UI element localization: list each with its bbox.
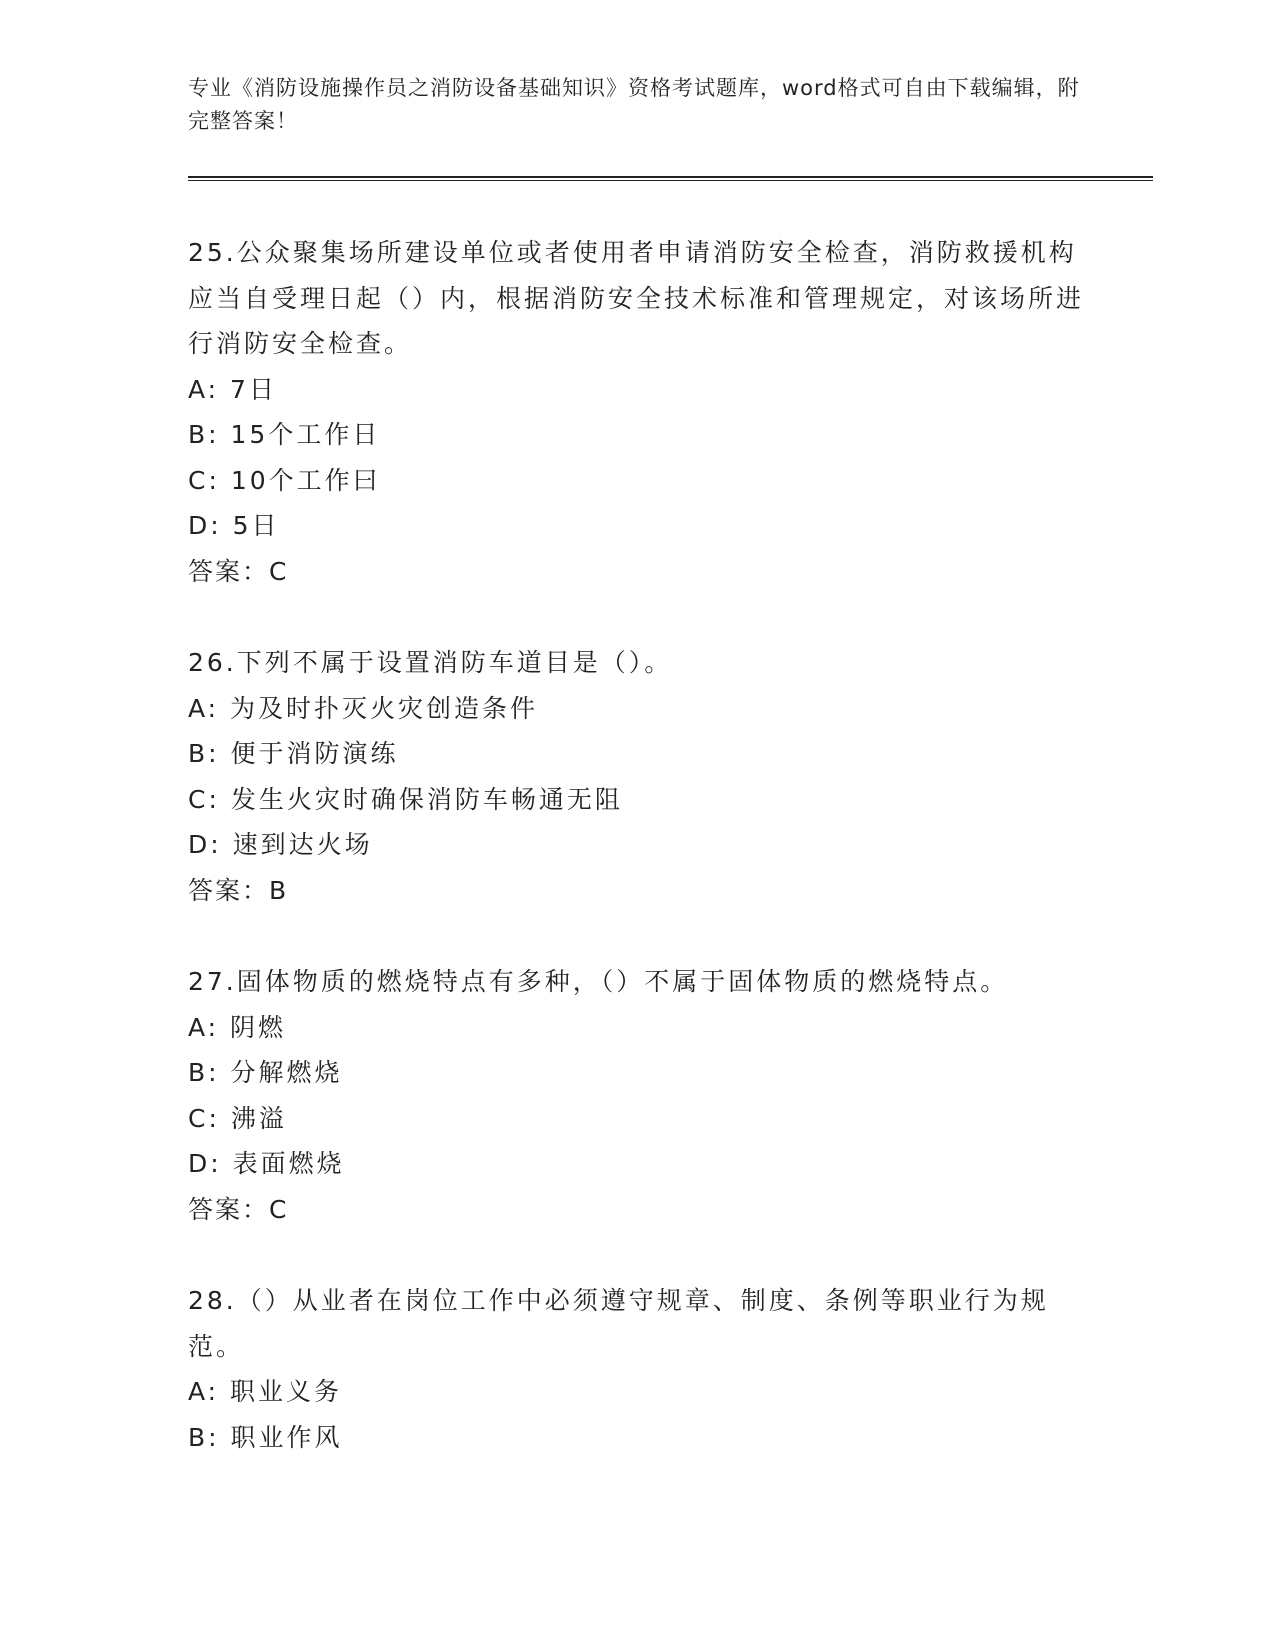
question-25 [188,230,1088,594]
question-stem: 27.固体物质的燃烧特点有多种，（）不属于固体物质的燃烧特点。 [188,967,1009,996]
option-d: D: 表面燃烧 [188,1149,345,1178]
header-divider [188,176,1153,181]
option-d: D: 速到达火场 [188,830,373,859]
option-a: A: 为及时扑灭火灾创造条件 [188,693,539,723]
document-header: 专业《消防设施操作员之消防设备基础知识》资格考试题库，word格式可自由下载编辑，附完整答案！ [188,76,1080,133]
option-c: C: 沸溢 [188,1103,287,1133]
option-a: A: 7日 [188,374,277,404]
option-a: A: 阴燃 [188,1012,287,1042]
question-27 [188,959,1088,1232]
option-d: D: 5日 [188,511,280,540]
answer: 答案：C [188,1194,289,1224]
question-stem: 25.公众聚集场所建设单位或者使用者申请消防安全检查，消防救援机构应当自受理日起（）内，根据消防安全技术标准和管理规定，对该场所进行消防安全检查。 [188,238,1085,358]
question-stem: 28.（）从业者在岗位工作中必须遵守规章、制度、条例等职业行为规范。 [188,1286,1049,1361]
answer: 答案：C [188,556,289,586]
answer: 答案：B [188,875,289,905]
question-list [188,230,1088,1506]
option-b: B: 分解燃烧 [188,1058,343,1087]
option-b: B: 15个工作日 [188,420,381,449]
option-c: C: 发生火灾时确保消防车畅通无阻 [188,784,623,814]
option-c: C: 10个工作曰 [188,465,381,495]
option-b: B: 便于消防演练 [188,739,399,768]
question-26 [188,640,1088,913]
question-28 [188,1278,1088,1460]
question-stem: 26.下列不属于设置消防车道目是（）。 [188,648,673,677]
option-b: B: 职业作风 [188,1422,343,1452]
option-a: A: 职业义务 [188,1377,343,1406]
